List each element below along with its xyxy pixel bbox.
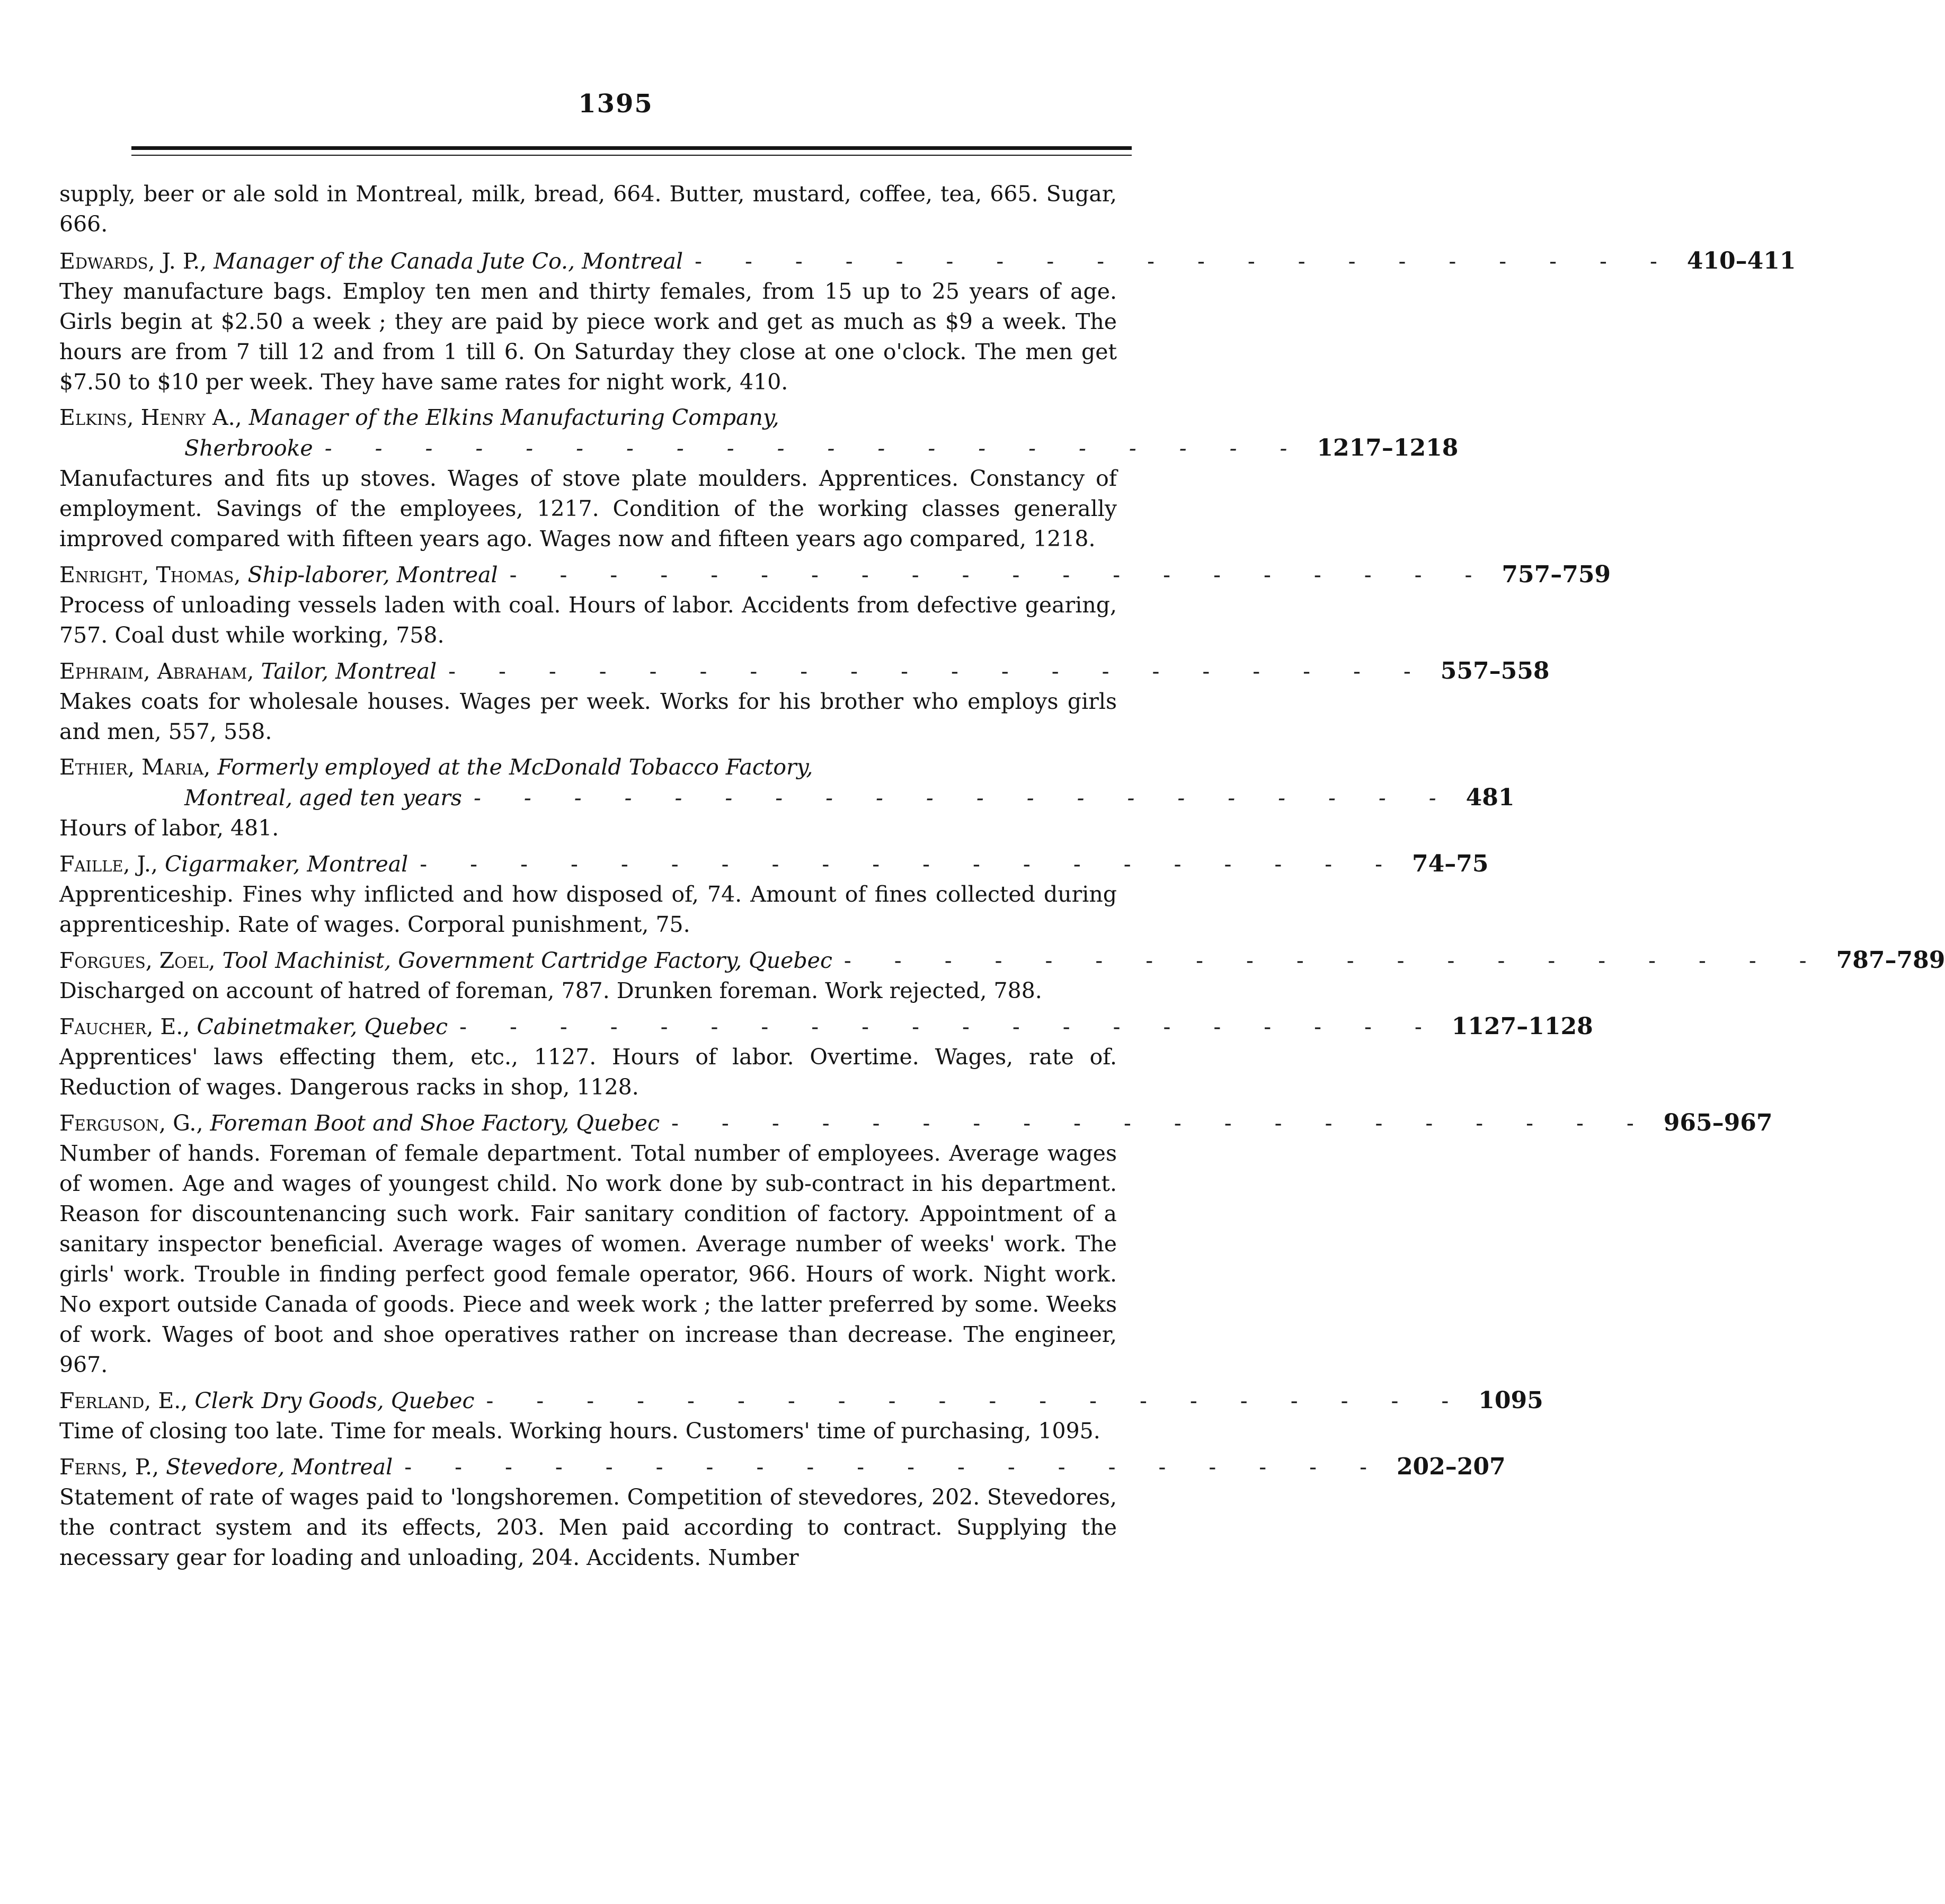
dot-leader: - - - - - - - - - - - - - - - - - - - - — [695, 248, 1675, 274]
entry-heading — [59, 1385, 1543, 1416]
dot-leader: - - - - - - - - - - - - - - - - - - - - — [420, 851, 1400, 877]
entry-name: Faucher, E., — [59, 1014, 190, 1039]
page-number: 1395 — [578, 89, 653, 119]
entry-name: Ferns, P., — [59, 1454, 159, 1480]
entry-page-range: 202–207 — [1396, 1453, 1506, 1480]
index-content — [59, 179, 1945, 1578]
entry-page-range: 1217–1218 — [1317, 434, 1459, 461]
entry-body: Manufactures and fits up stoves. Wages of stove plate moulders. Apprentices. Constancy of employment. Savings of the employees, 1217. Condition of the working classes generally improved compared with fifteen years ago. Wages now and fifteen years ago compared, 1218. — [59, 466, 1117, 551]
entry-page-range: 1095 — [1478, 1387, 1543, 1414]
dot-leader: - - - - - - - - - - - - - - - - - - - - — [448, 659, 1429, 684]
entry-heading — [59, 1452, 1506, 1482]
dot-leader: - - - - - - - - - - - - - - - - - - - - — [324, 435, 1305, 461]
entry-body: Hours of labor, 481. — [59, 815, 279, 841]
entry-description-continued: Sherbrooke — [184, 435, 313, 461]
dot-leader: - - - - - - - - - - - - - - - - - - - - — [486, 1388, 1467, 1413]
entry-page-range: 481 — [1466, 784, 1515, 811]
entry-name: Ferland, E., — [59, 1388, 188, 1413]
entry-body: Statement of rate of wages paid to 'longshoremen. Competition of stevedores, 202. Stevedores, the contract system and its effects, 203. Men paid according to contract. Supplying the necessary gear for loading and unloading, 204. Accidents. Number — [59, 1484, 1117, 1570]
entry-description: Stevedore, Montreal — [166, 1454, 393, 1480]
entry-body: Process of unloading vessels laden with coal. Hours of labor. Accidents from defective gearing, 757. Coal dust while working, 758. — [59, 592, 1117, 648]
entry-heading — [59, 752, 1117, 782]
entry-description: Manager of the Elkins Manufacturing Company, — [248, 405, 779, 430]
entry-heading — [59, 403, 1117, 433]
entry-description: Clerk Dry Goods, Quebec — [194, 1388, 475, 1413]
index-entry — [59, 1108, 1773, 1380]
dot-leader: - - - - - - - - - - - - - - - - - - - - — [459, 1014, 1440, 1039]
entry-description: Manager of the Canada Jute Co., Montreal — [214, 248, 683, 274]
index-entry — [59, 246, 1796, 397]
entry-description-continued: Montreal, aged ten years — [184, 785, 462, 811]
entry-name: Ferguson, G., — [59, 1110, 203, 1136]
continued-entry-text: supply, beer or ale sold in Montreal, milk, bread, 664. Butter, mustard, coffee, tea, 665. Sugar, 666. — [59, 181, 1117, 237]
entry-heading — [59, 1108, 1773, 1138]
entry-name: Forgues, Zoel, — [59, 948, 216, 973]
entry-body: Number of hands. Foreman of female department. Total number of employees. Average wages of women. Age and wages of youngest child. No work done by sub-contract in his department. Reason for discountenancing such work. Fair sanitary condition of factory. Appointment of a sanitary inspector beneficial. Average wages of women. Average number of weeks' work. The girls' work. Trouble in finding perfect good female operator, 966. Hours of work. Night work. No export outside Canada of goods. Piece and week work ; the latter preferred by some. Weeks of work. Wages of boot and shoe operatives rather on increase than decrease. The engineer, 967. — [59, 1141, 1117, 1377]
entry-page-range: 74–75 — [1412, 850, 1489, 877]
header-rule-thick — [131, 146, 1132, 150]
entry-name: Edwards, J. P., — [59, 248, 207, 274]
entry-body: Apprentices' laws effecting them, etc., 1127. Hours of labor. Overtime. Wages, rate of. Reduction of wages. Dangerous racks in shop, 1128. — [59, 1044, 1117, 1100]
entry-name: Enright, Thomas, — [59, 562, 241, 588]
dot-leader: - - - - - - - - - - - - - - - - - - - - — [404, 1454, 1385, 1480]
entry-description: Tool Machinist, Government Cartridge Factory, Quebec — [222, 948, 832, 973]
entry-name: Elkins, Henry A., — [59, 405, 242, 430]
index-entry — [59, 752, 1515, 843]
entry-name: Ephraim, Abraham, — [59, 659, 254, 684]
index-entry — [59, 403, 1459, 554]
entry-page-range: 1127–1128 — [1451, 1013, 1593, 1040]
entry-heading-continued — [184, 782, 1515, 813]
entry-list — [59, 246, 1945, 1573]
index-entry — [59, 945, 1945, 1006]
entry-description: Cabinetmaker, Quebec — [197, 1014, 448, 1039]
entry-body: Apprenticeship. Fines why inflicted and how disposed of, 74. Amount of fines collected during apprenticeship. Rate of wages. Corporal punishment, 75. — [59, 882, 1117, 937]
entry-page-range: 757–759 — [1502, 561, 1611, 588]
entry-description: Tailor, Montreal — [261, 659, 437, 684]
index-entry — [59, 1385, 1543, 1446]
index-entry — [59, 1452, 1506, 1573]
index-entry — [59, 1011, 1593, 1102]
entry-name: Ethier, Maria, — [59, 754, 211, 780]
entry-heading — [59, 1011, 1593, 1042]
entry-description: Cigarmaker, Montreal — [164, 851, 408, 877]
index-entry — [59, 849, 1489, 940]
dot-leader: - - - - - - - - - - - - - - - - - - - - — [671, 1110, 1652, 1136]
entry-page-range: 965–967 — [1663, 1109, 1773, 1136]
index-entry — [59, 656, 1550, 747]
entry-body: Time of closing too late. Time for meals. Working hours. Customers' time of purchasing, 1095. — [59, 1418, 1100, 1444]
dot-leader: - - - - - - - - - - - - - - - - - - - - — [473, 785, 1454, 811]
entry-heading — [59, 945, 1945, 976]
header-rule-thin — [131, 155, 1132, 156]
entry-description: Foreman Boot and Shoe Factory, Quebec — [210, 1110, 660, 1136]
entry-heading — [59, 849, 1489, 879]
entry-heading — [59, 246, 1796, 277]
entry-description: Formerly employed at the McDonald Tobacco Factory, — [217, 754, 813, 780]
entry-body: Makes coats for wholesale houses. Wages per week. Works for his brother who employs girls and men, 557, 558. — [59, 689, 1117, 744]
entry-name: Faille, J., — [59, 851, 158, 877]
entry-body: They manufacture bags. Employ ten men and thirty females, from 15 up to 25 years of age. Girls begin at $2.50 a week ; they are paid by piece work and get as much as $9 a week. The hours are from 7 till 12 and from 1 till 6. On Saturday they close at one o'clock. The men get $7.50 to $10 per week. They have same rates for night work, 410. — [59, 279, 1117, 395]
entry-description: Ship-laborer, Montreal — [247, 562, 498, 588]
dot-leader: - - - - - - - - - - - - - - - - - - - - — [509, 562, 1490, 588]
entry-body: Discharged on account of hatred of foreman, 787. Drunken foreman. Work rejected, 788. — [59, 978, 1042, 1003]
entry-page-range: 557–558 — [1440, 657, 1550, 684]
entry-heading — [59, 656, 1550, 687]
entry-page-range: 410–411 — [1686, 247, 1796, 274]
entry-heading-continued — [184, 433, 1459, 464]
index-entry — [59, 559, 1611, 651]
entry-heading — [59, 559, 1611, 590]
entry-page-range: 787–789 — [1836, 947, 1945, 974]
dot-leader: - - - - - - - - - - - - - - - - - - - - — [843, 948, 1825, 973]
